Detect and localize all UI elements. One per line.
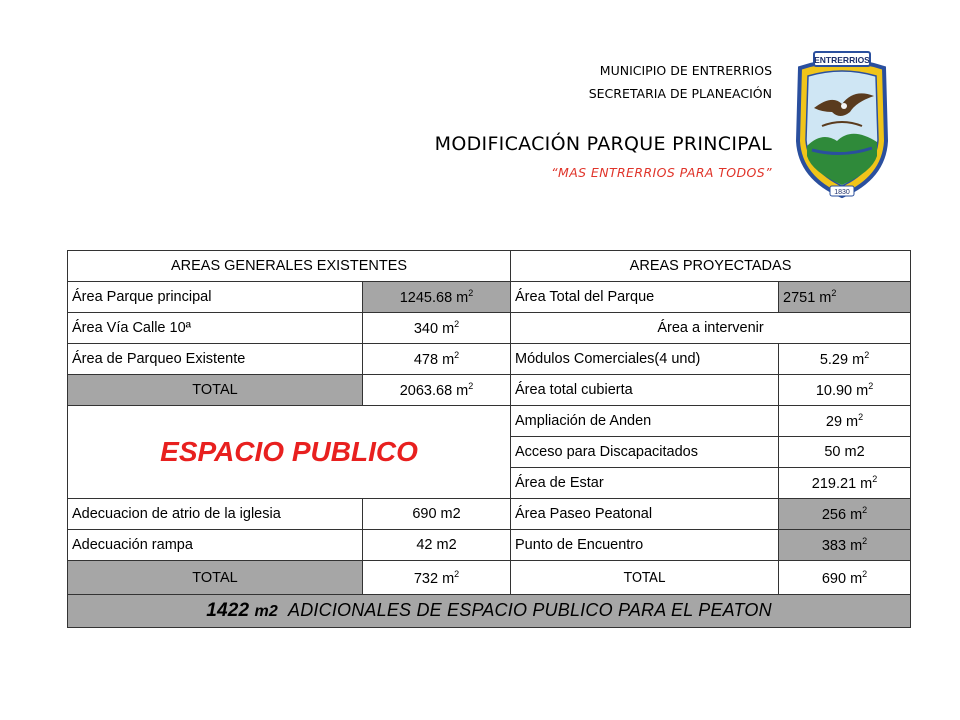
municipal-shield-logo — [792, 46, 892, 202]
cell-value: 42 m2 — [363, 530, 511, 561]
cell-label: Área Total del Parque — [511, 282, 779, 313]
total-value: 2063.68 $m^2$ — [363, 375, 511, 406]
cell-value: 29 $m^2$ — [779, 406, 911, 437]
final-summary: 1422 m2 ADICIONALES DE ESPACIO PUBLICO PARA EL PEATON — [68, 595, 911, 628]
cell-value: 2751 $m^2$ — [779, 282, 911, 313]
cell-value: 50 m2 — [779, 437, 911, 468]
table-row — [68, 282, 911, 313]
table-row — [68, 313, 911, 344]
areas-table — [67, 250, 911, 628]
header-projected-areas: AREAS PROYECTADAS — [511, 251, 911, 282]
slogan: “MAS ENTRERRIOS PARA TODOS” — [551, 165, 772, 180]
table-row — [68, 375, 911, 406]
total-label: TOTAL — [68, 375, 363, 406]
cell-value: 690 m2 — [363, 499, 511, 530]
total-value: 690 $m^2$ — [779, 561, 911, 595]
table-header-row — [68, 251, 911, 282]
department-name: SECRETARIA DE PLANEACIÓN — [588, 86, 772, 101]
cell-value: 383 $m^2$ — [779, 530, 911, 561]
cell-value: 5.29 $m^2$ — [779, 344, 911, 375]
page-title: MODIFICACIÓN PARQUE PRINCIPAL — [434, 133, 772, 155]
cell-value: 10.90 $m^2$ — [779, 375, 911, 406]
final-summary-row — [68, 595, 911, 628]
table-row — [68, 561, 911, 595]
table-row — [68, 530, 911, 561]
cell-label: Área Parque principal — [68, 282, 363, 313]
cell-label: Área total cubierta — [511, 375, 779, 406]
cell-label: Ampliación de Anden — [511, 406, 779, 437]
cell-value: 340 $m^2$ — [363, 313, 511, 344]
cell-label: Adecuacion de atrio de la iglesia — [68, 499, 363, 530]
total-value: 732 $m^2$ — [363, 561, 511, 595]
cell-label: Punto de Encuentro — [511, 530, 779, 561]
cell-value: 478 $m^2$ — [363, 344, 511, 375]
table-row — [68, 344, 911, 375]
cell-value: 1245.68 $m^2$ — [363, 282, 511, 313]
logo-banner-text: ENTRERRIOS — [814, 55, 870, 65]
cell-label: Área a intervenir — [511, 313, 911, 344]
cell-label: Área Paseo Peatonal — [511, 499, 779, 530]
total-label: TOTAL — [511, 561, 779, 595]
cell-label: Acceso para Discapacitados — [511, 437, 779, 468]
cell-value: 256 $m^2$ — [779, 499, 911, 530]
table-row — [68, 406, 911, 437]
municipality-name: MUNICIPIO DE ENTRERRIOS — [599, 63, 772, 78]
cell-label: Área de Estar — [511, 468, 779, 499]
total-label: TOTAL — [68, 561, 363, 595]
espacio-publico-heading: ESPACIO PUBLICO — [68, 406, 511, 499]
cell-label: Módulos Comerciales(4 und) — [511, 344, 779, 375]
logo-year: 1830 — [834, 189, 850, 196]
cell-label: Área Vía Calle 10ª — [68, 313, 363, 344]
cell-label: Adecuación rampa — [68, 530, 363, 561]
cell-label: Área de Parqueo Existente — [68, 344, 363, 375]
header-existing-areas: AREAS GENERALES EXISTENTES — [68, 251, 511, 282]
cell-value: 219.21 $m^2$ — [779, 468, 911, 499]
table-row — [68, 499, 911, 530]
